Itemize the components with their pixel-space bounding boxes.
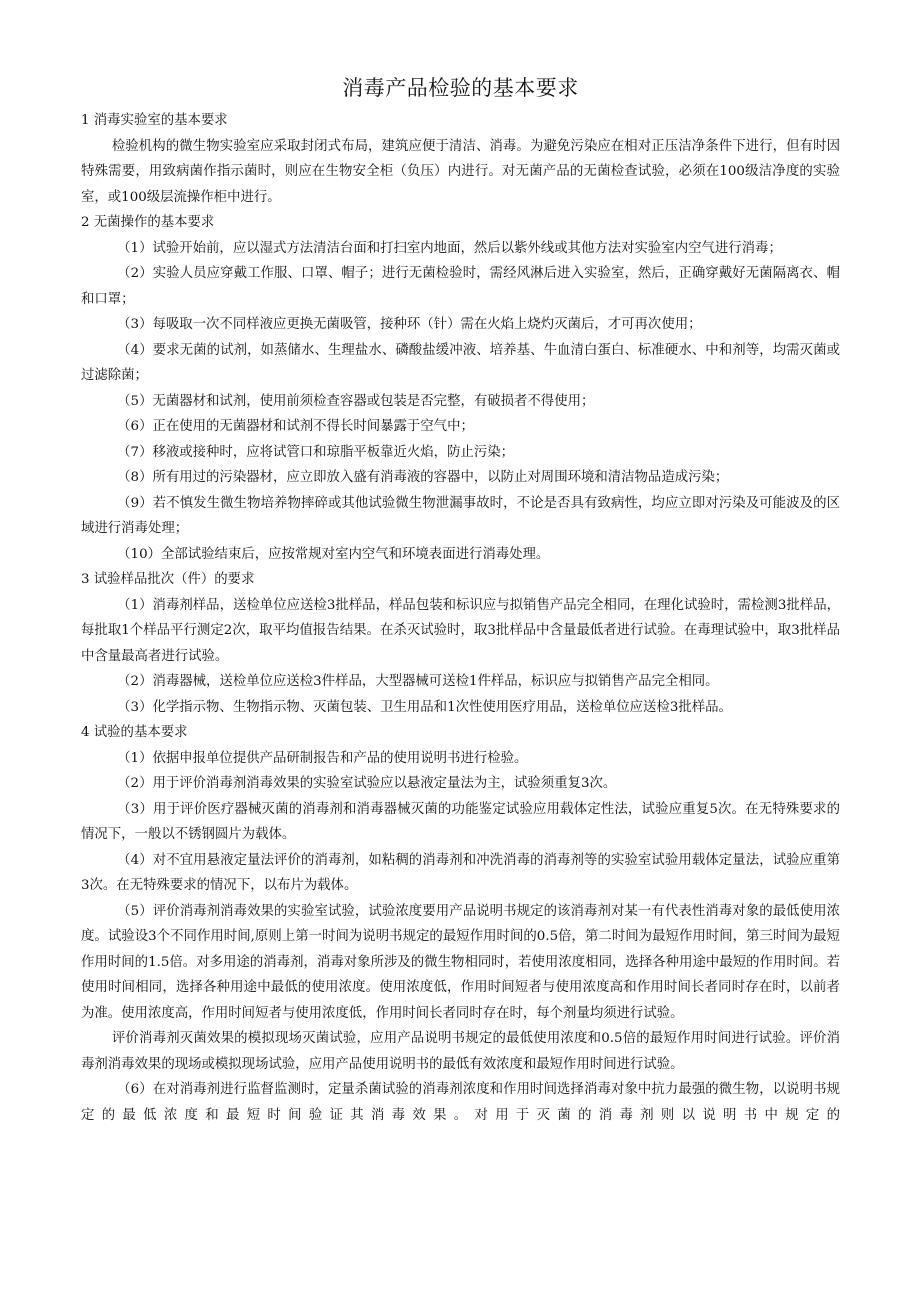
list-item: （2）实验人员应穿戴工作服、口罩、帽子；进行无菌检验时，需经风淋后进入实验室，然后，正确穿戴好无菌隔离衣、帽和口罩； [81,266,840,307]
section-heading: 3 试验样品批次（件）的要求 [81,572,255,587]
paragraph: 评价消毒剂灭菌效果的模拟现场灭菌试验，应用产品说明书规定的最低使用浓度和0.5倍的最短作用时间进行试验。评价消毒剂消毒效果的现场或模拟现场试验，应用产品使用说明书的最低有效浓度和最短作用时间进行试验。 [81,1031,840,1072]
list-item: （6）正在使用的无菌器材和试剂不得长时间暴露于空气中； [117,419,474,434]
paragraph: 检验机构的微生物实验室应采取封闭式布局，建筑应便于清洁、消毒。为避免污染应在相对正压洁净条件下进行，但有时因特殊需要，用致病菌作指示菌时，则应在生物安全柜（负压）内进行。对无菌产品的无菌检查试验，必须在100级洁净度的实验室，或100级层流操作柜中进行。 [81,138,840,205]
list-item: （1）消毒剂样品，送检单位应送检3批样品，样品包装和标识应与拟销售产品完全相同，在理化试验时，需检测3批样品，每批取1个样品平行测定2次，取平均值报告结果。在杀灭试验时，取3批样品中含量最低者进行试验。在毒理试验中，取3批样品中含量最高者进行试验。 [81,597,840,664]
list-item: （10）全部试验结束后，应按常规对室内空气和环境表面进行消毒处理。 [117,546,550,562]
list-item: （1）试验开始前，应以湿式方法清洁台面和打扫室内地面，然后以紫外线或其他方法对实验室内空气进行消毒； [117,240,782,256]
list-item: （2）消毒器械，送检单位应送检3件样品，大型器械可送检1件样品，标识应与拟销售产品完全相同。 [117,674,719,689]
list-item: （4）对不宜用悬液定量法评价的消毒剂，如粘稠的消毒剂和冲洗消毒的消毒剂等的实验室试验用载体定量法，试验应重第3次。在无特殊要求的情况下，以布片为载体。 [81,852,840,893]
section-heading: 4 试验的基本要求 [81,725,188,740]
section-4 [81,720,840,1128]
list-item: （8）所有用过的污染器材，应立即放入盛有消毒液的容器中，以防止对周围环境和清洁物品造成污染； [117,470,729,485]
list-item: （7）移液或接种时，应将试管口和琼脂平板靠近火焰，防止污染； [117,444,515,460]
section-2 [81,210,840,567]
list-item: （1）依据申报单位提供产品研制报告和产品的使用说明书进行检验。 [117,750,528,766]
section-heading: 2 无菌操作的基本要求 [81,215,215,230]
list-item: （4）要求无菌的试剂，如蒸储水、生理盐水、磷酸盐缓冲液、培养基、牛血清白蛋白、标准硬水、中和剂等，均需灭菌或过滤除菌； [81,342,840,383]
list-item: （3）化学指示物、生物指示物、灭菌包装、卫生用品和1次性使用医疗用品，送检单位应送检3批样品。 [117,699,732,715]
list-item: （5）无菌器材和试剂，使用前须检查容器或包装是否完整，有破损者不得使用； [117,393,595,409]
list-item: （3）每吸取一次不同样液应更换无菌吸管，接种环（针）需在火焰上烧灼灭菌后，才可再次使用； [117,317,702,332]
section-heading: 1 消毒实验室的基本要求 [81,113,228,128]
document-title: 消毒产品检验的基本要求 [342,76,579,100]
list-item: （3）用于评价医疗器械灭菌的消毒剂和消毒器械灭菌的功能鉴定试验应用载体定性法，试验应重复5次。在无特殊要求的情况下，一般以不锈钢圆片为载体。 [81,801,840,842]
section-3 [81,567,840,720]
section-1 [81,108,840,210]
list-item: （9）若不慎发生微生物培养物摔碎或其他试验微生物泄漏事故时，不论是否具有致病性，均应立即对污染及可能波及的区域进行消毒处理； [81,495,840,536]
list-item: （5）评价消毒剂消毒效果的实验室试验，试验浓度要用产品说明书规定的该消毒剂对某一有代表性消毒对象的最低使用浓度。试验设3个不同作用时间,原则上第一时间为说明书规定的最短作用时间的0.5倍，第二时间为最短作用时间，第三时间为最短作用时间的1.5倍。对多用途的消毒剂，消毒对象所涉及的微生物相同时，若使用浓度相同，选择各种用途中最短的作用时间。若使用时间相同，选择各种用途中最低的使用浓度。使用浓度低，作用时间短者与使用浓度高和作用时间长者同时存在时，以前者为准。使用浓度高，作用时间短者与使用浓度低，作用时间长者同时存在时，每个剂量均须进行试验。 [81,903,840,1021]
list-item: （6）在对消毒剂进行监督监测时，定量杀菌试验的消毒剂浓度和作用时间选择消毒对象中抗力最强的微生物，以说明书规定的最低浓度和最短时间验证其消毒效果。对用于灭菌的消毒剂则以说明书中规定的 [81,1082,840,1123]
list-item: （2）用于评价消毒剂消毒效果的实验室试验应以悬液定量法为主，试验须重复3次。 [117,776,617,791]
